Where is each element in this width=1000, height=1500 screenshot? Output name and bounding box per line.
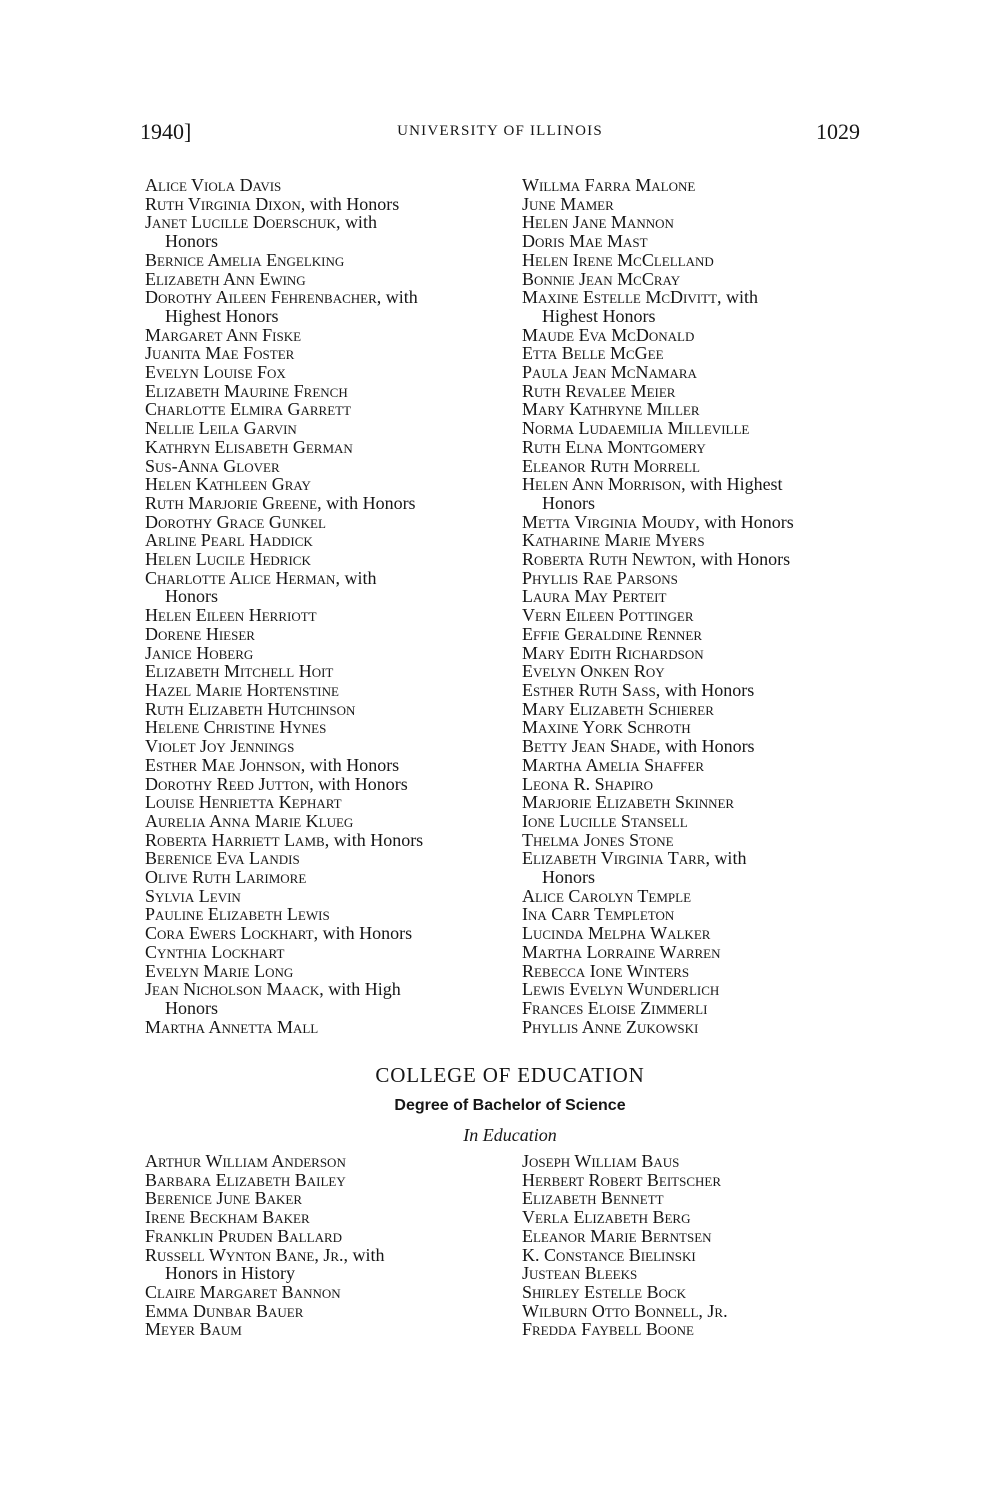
graduate-entry bbox=[522, 737, 882, 756]
graduate-name: Charlotte Elmira Garrett bbox=[145, 399, 352, 420]
graduate-name: Janet Lucille Doerschuk bbox=[145, 212, 336, 233]
honors-note: , with Honors bbox=[656, 736, 755, 757]
graduate-entry bbox=[522, 718, 882, 737]
graduate-entry bbox=[145, 718, 505, 737]
graduate-entry bbox=[522, 905, 882, 924]
graduate-name: Mary Edith Richardson bbox=[522, 642, 704, 663]
graduate-entry bbox=[522, 962, 882, 981]
graduate-name: Phyllis Rae Parsons bbox=[522, 567, 678, 588]
education-list-right bbox=[522, 1152, 882, 1339]
graduate-name: Metta Virginia Moudy bbox=[522, 511, 696, 532]
honors-note: , with bbox=[335, 212, 377, 233]
graduate-name: Fredda Faybell Boone bbox=[522, 1319, 694, 1340]
graduate-name: Martha Amelia Shaffer bbox=[522, 754, 705, 775]
education-column-left bbox=[145, 1152, 505, 1339]
graduate-name: Eleanor Ruth Morrell bbox=[522, 455, 700, 476]
graduate-entry bbox=[522, 550, 882, 569]
graduate-entry bbox=[145, 326, 505, 345]
graduate-entry bbox=[145, 681, 505, 700]
graduate-name: Barbara Elizabeth Bailey bbox=[145, 1169, 346, 1190]
honors-note: , with Honors bbox=[313, 923, 413, 944]
graduate-entry bbox=[522, 232, 882, 251]
graduate-entry bbox=[145, 288, 505, 325]
honors-note: , with Honors bbox=[309, 773, 408, 794]
graduate-entry bbox=[522, 1152, 882, 1171]
graduate-name: Lewis Evelyn Wunderlich bbox=[522, 979, 720, 1000]
graduate-name: Marjorie Elizabeth Skinner bbox=[522, 792, 735, 813]
graduate-name: Cynthia Lockhart bbox=[145, 941, 285, 962]
graduate-entry bbox=[522, 625, 882, 644]
graduate-entry bbox=[145, 1283, 505, 1302]
graduate-name: Willma Farra Malone bbox=[522, 175, 696, 195]
graduate-name: Laura May Perteit bbox=[522, 586, 667, 607]
graduate-name: Vern Eileen Pottinger bbox=[522, 605, 694, 626]
education-list-left bbox=[145, 1152, 505, 1339]
honors-continuation: Honors bbox=[165, 231, 218, 252]
graduate-name: Meyer Baum bbox=[145, 1319, 242, 1340]
graduate-name: Dorene Hieser bbox=[145, 623, 255, 644]
graduate-entry bbox=[145, 438, 505, 457]
honors-continuation: Highest Honors bbox=[542, 305, 656, 326]
honors-note: , with Honors bbox=[655, 679, 755, 700]
honors-note: , with bbox=[343, 1244, 385, 1265]
graduate-entry bbox=[522, 812, 882, 831]
graduate-entry bbox=[522, 1171, 882, 1190]
graduate-name: Alice Carolyn Temple bbox=[522, 885, 692, 906]
graduate-name: Esther Ruth Sass bbox=[522, 679, 656, 700]
graduate-name: Margaret Ann Fiske bbox=[145, 324, 302, 345]
graduate-name: Herbert Robert Beitscher bbox=[522, 1169, 722, 1190]
graduate-entry bbox=[522, 251, 882, 270]
education-column-right bbox=[522, 1152, 882, 1339]
graduate-name: Berenice June Baker bbox=[145, 1188, 303, 1209]
graduate-name: Arline Pearl Haddick bbox=[145, 530, 313, 551]
graduate-entry bbox=[145, 1208, 505, 1227]
graduate-name: Lucinda Melpha Walker bbox=[522, 923, 711, 944]
graduate-name: Roberta Harriett Lamb bbox=[145, 829, 325, 850]
graduate-name: Frances Eloise Zimmerli bbox=[522, 997, 708, 1018]
graduate-entry bbox=[145, 924, 505, 943]
graduate-entry bbox=[522, 943, 882, 962]
graduate-entry bbox=[522, 1302, 882, 1321]
graduate-entry bbox=[145, 531, 505, 550]
graduate-name: Elizabeth Bennett bbox=[522, 1188, 664, 1209]
graduate-entry bbox=[145, 569, 505, 606]
graduate-name: Doris Mae Mast bbox=[522, 231, 648, 252]
graduate-entry bbox=[522, 831, 882, 850]
graduate-entry bbox=[522, 176, 882, 195]
graduate-name: Rebecca Ione Winters bbox=[522, 960, 690, 981]
graduate-name: Jean Nicholson Maack bbox=[145, 979, 320, 1000]
graduate-entry bbox=[522, 569, 882, 588]
graduate-name: Helene Christine Hynes bbox=[145, 717, 327, 738]
graduate-name: K. Constance Bielinski bbox=[522, 1244, 696, 1265]
graduate-name: Arthur William Anderson bbox=[145, 1151, 346, 1171]
graduates-column-right bbox=[522, 176, 882, 1036]
graduate-name: Helen Ann Morrison bbox=[522, 474, 682, 495]
graduate-name: Dorothy Aileen Fehrenbacher bbox=[145, 287, 377, 308]
graduate-name: Ruth Elizabeth Hutchinson bbox=[145, 698, 356, 719]
graduate-name: Joseph William Baus bbox=[522, 1151, 680, 1171]
graduate-name: Helen Kathleen Gray bbox=[145, 474, 311, 495]
graduate-entry bbox=[145, 1302, 505, 1321]
graduate-entry bbox=[522, 344, 882, 363]
graduate-list-right bbox=[522, 176, 882, 1036]
honors-note: , with High bbox=[319, 979, 401, 1000]
graduate-entry bbox=[145, 775, 505, 794]
graduate-entry bbox=[145, 887, 505, 906]
graduate-name: Helen Eileen Herriott bbox=[145, 605, 317, 626]
graduate-name: Claire Margaret Bannon bbox=[145, 1281, 341, 1302]
graduate-name: Maxine York Schroth bbox=[522, 717, 691, 738]
graduate-name: Helen Jane Mannon bbox=[522, 212, 674, 233]
graduate-entry bbox=[522, 924, 882, 943]
graduate-entry bbox=[145, 980, 505, 1017]
graduate-name: Bernice Amelia Engelking bbox=[145, 249, 345, 270]
graduate-entry bbox=[522, 662, 882, 681]
graduate-name: Louise Henrietta Kephart bbox=[145, 792, 342, 813]
graduate-entry bbox=[145, 737, 505, 756]
graduate-entry bbox=[522, 326, 882, 345]
honors-note: , with bbox=[705, 848, 747, 869]
graduate-name: Effie Geraldine Renner bbox=[522, 623, 703, 644]
graduate-entry bbox=[522, 419, 882, 438]
graduate-name: Sylvia Levin bbox=[145, 885, 241, 906]
graduate-entry bbox=[145, 176, 505, 195]
graduate-name: Martha Annetta Mall bbox=[145, 1016, 319, 1037]
graduate-name: Justean Bleeks bbox=[522, 1263, 638, 1284]
graduate-entry bbox=[522, 1227, 882, 1246]
page-number: 1029 bbox=[816, 119, 860, 144]
graduate-entry bbox=[522, 1283, 882, 1302]
header-title: UNIVERSITY OF ILLINOIS bbox=[397, 123, 603, 139]
graduate-entry bbox=[145, 1171, 505, 1190]
graduate-name: Katharine Marie Myers bbox=[522, 530, 705, 551]
graduate-name: Nellie Leila Garvin bbox=[145, 418, 297, 439]
graduate-entry bbox=[145, 756, 505, 775]
honors-note: , with Honors bbox=[695, 511, 794, 532]
graduate-entry bbox=[145, 457, 505, 476]
graduate-entry bbox=[145, 344, 505, 363]
graduate-entry bbox=[145, 812, 505, 831]
graduate-name: Olive Ruth Larimore bbox=[145, 867, 307, 888]
graduate-name: Esther Mae Johnson bbox=[145, 754, 301, 775]
graduate-entry bbox=[145, 606, 505, 625]
graduate-name: Betty Jean Shade bbox=[522, 736, 657, 757]
graduate-entry bbox=[145, 475, 505, 494]
graduate-name: Ruth Elna Montgomery bbox=[522, 436, 706, 457]
graduate-entry bbox=[145, 868, 505, 887]
honors-continuation: Honors bbox=[165, 997, 218, 1018]
graduate-name: Maxine Estelle McDivitt bbox=[522, 287, 717, 308]
graduate-entry bbox=[522, 213, 882, 232]
graduate-entry bbox=[145, 1152, 505, 1171]
graduate-entry bbox=[145, 662, 505, 681]
graduate-name: Emma Dunbar Bauer bbox=[145, 1300, 304, 1321]
honors-note: , with bbox=[376, 287, 418, 308]
graduate-name: Dorothy Grace Gunkel bbox=[145, 511, 326, 532]
graduate-name: Norma Ludaemilia Milleville bbox=[522, 418, 750, 439]
graduate-entry bbox=[522, 587, 882, 606]
graduate-name: Berenice Eva Landis bbox=[145, 848, 300, 869]
running-header bbox=[140, 119, 860, 145]
graduate-name: Wilburn Otto Bonnell, Jr. bbox=[522, 1300, 728, 1321]
graduate-entry bbox=[145, 1018, 505, 1037]
graduate-entry bbox=[522, 775, 882, 794]
graduate-name: Alice Viola Davis bbox=[145, 175, 282, 195]
honors-continuation: Honors in History bbox=[165, 1263, 295, 1284]
graduate-entry bbox=[522, 793, 882, 812]
graduate-name: Elizabeth Virginia Tarr bbox=[522, 848, 706, 869]
graduate-name: Phyllis Anne Zukowski bbox=[522, 1016, 699, 1037]
graduate-entry bbox=[522, 1246, 882, 1265]
graduate-entry bbox=[522, 1208, 882, 1227]
honors-note: , with bbox=[716, 287, 758, 308]
honors-note: , with Honors bbox=[300, 754, 400, 775]
graduate-name: Mary Kathryne Miller bbox=[522, 399, 700, 420]
graduate-name: Helen Lucile Hedrick bbox=[145, 549, 311, 570]
graduate-entry bbox=[145, 400, 505, 419]
graduate-name: Eleanor Marie Berntsen bbox=[522, 1225, 712, 1246]
honors-note: , with Honors bbox=[324, 829, 424, 850]
graduate-entry bbox=[145, 793, 505, 812]
graduate-entry bbox=[522, 382, 882, 401]
graduate-entry bbox=[145, 419, 505, 438]
honors-continuation: Honors bbox=[542, 867, 595, 888]
graduate-entry bbox=[145, 213, 505, 250]
graduate-entry bbox=[522, 1018, 882, 1037]
graduate-name: Roberta Ruth Newton bbox=[522, 549, 692, 570]
graduate-entry bbox=[145, 943, 505, 962]
graduate-name: Juanita Mae Foster bbox=[145, 343, 295, 364]
graduate-entry bbox=[145, 625, 505, 644]
graduate-name: Evelyn Louise Fox bbox=[145, 362, 286, 383]
graduate-entry bbox=[522, 513, 882, 532]
graduate-entry bbox=[522, 270, 882, 289]
graduate-name: Russell Wynton Bane, Jr. bbox=[145, 1244, 344, 1265]
graduate-entry bbox=[145, 550, 505, 569]
graduate-entry bbox=[522, 1320, 882, 1339]
graduate-entry bbox=[522, 400, 882, 419]
graduate-entry bbox=[145, 195, 505, 214]
graduate-entry bbox=[145, 1227, 505, 1246]
graduate-name: Irene Beckham Baker bbox=[145, 1207, 310, 1228]
graduate-entry bbox=[145, 494, 505, 513]
graduate-name: Evelyn Marie Long bbox=[145, 960, 294, 981]
graduate-entry bbox=[522, 1189, 882, 1208]
graduate-entry bbox=[145, 1246, 505, 1283]
graduate-entry bbox=[145, 363, 505, 382]
honors-continuation: Honors bbox=[165, 586, 218, 607]
graduate-name: Paula Jean McNamara bbox=[522, 362, 697, 383]
graduate-entry bbox=[522, 681, 882, 700]
graduate-entry bbox=[522, 288, 882, 325]
header-year: 1940] bbox=[140, 119, 192, 144]
graduate-entry bbox=[145, 831, 505, 850]
graduate-name: Ruth Marjorie Greene bbox=[145, 492, 318, 513]
graduate-entry bbox=[145, 270, 505, 289]
graduate-name: Ina Carr Templeton bbox=[522, 904, 675, 925]
honors-continuation: Highest Honors bbox=[165, 305, 279, 326]
graduate-name: Shirley Estelle Bock bbox=[522, 1281, 687, 1302]
graduate-name: Leona R. Shapiro bbox=[522, 773, 654, 794]
graduate-entry bbox=[145, 962, 505, 981]
graduate-name: Evelyn Onken Roy bbox=[522, 661, 665, 682]
graduate-name: Pauline Elizabeth Lewis bbox=[145, 904, 330, 925]
graduate-name: Bonnie Jean McCray bbox=[522, 268, 681, 289]
graduate-entry bbox=[522, 475, 882, 512]
graduate-name: Martha Lorraine Warren bbox=[522, 941, 721, 962]
graduate-name: Ione Lucille Stansell bbox=[522, 810, 688, 831]
graduate-name: Ruth Revalee Meier bbox=[522, 380, 676, 401]
honors-note: , with Honors bbox=[691, 549, 791, 570]
graduate-name: Sus-Anna Glover bbox=[145, 455, 280, 476]
graduate-name: Cora Ewers Lockhart bbox=[145, 923, 314, 944]
graduate-name: June Mamer bbox=[522, 193, 614, 214]
honors-note: , with Honors bbox=[300, 193, 400, 214]
honors-continuation: Honors bbox=[542, 492, 595, 513]
graduate-name: Kathryn Elisabeth German bbox=[145, 436, 353, 457]
graduate-name: Dorothy Reed Jutton bbox=[145, 773, 310, 794]
graduate-entry bbox=[522, 1264, 882, 1283]
graduate-entry bbox=[522, 195, 882, 214]
graduate-entry bbox=[522, 363, 882, 382]
honors-note: , with bbox=[335, 567, 377, 588]
graduate-entry bbox=[522, 606, 882, 625]
graduate-name: Aurelia Anna Marie Klueg bbox=[145, 810, 354, 831]
graduate-entry bbox=[522, 700, 882, 719]
graduate-name: Elizabeth Maurine French bbox=[145, 380, 348, 401]
graduate-name: Verla Elizabeth Berg bbox=[522, 1207, 691, 1228]
graduate-entry bbox=[522, 849, 882, 886]
graduate-entry bbox=[522, 457, 882, 476]
graduate-entry bbox=[522, 887, 882, 906]
degree-subheading: In Education bbox=[463, 1125, 557, 1145]
graduate-entry bbox=[145, 1189, 505, 1208]
graduate-entry bbox=[145, 905, 505, 924]
graduate-name: Ruth Virginia Dixon bbox=[145, 193, 301, 214]
graduate-name: Mary Elizabeth Schierer bbox=[522, 698, 714, 719]
graduate-name: Thelma Jones Stone bbox=[522, 829, 674, 850]
graduate-entry bbox=[522, 531, 882, 550]
graduate-entry bbox=[522, 644, 882, 663]
graduate-name: Maude Eva McDonald bbox=[522, 324, 695, 345]
graduates-column-left bbox=[145, 176, 505, 1036]
graduate-entry bbox=[522, 999, 882, 1018]
graduate-entry bbox=[522, 438, 882, 457]
graduate-name: Elizabeth Mitchell Hoit bbox=[145, 661, 334, 682]
honors-note: , with Honors bbox=[317, 492, 416, 513]
graduate-entry bbox=[145, 700, 505, 719]
graduate-entry bbox=[145, 513, 505, 532]
degree-heading: Degree of Bachelor of Science bbox=[394, 1097, 626, 1114]
graduate-name: Janice Hoberg bbox=[145, 642, 254, 663]
graduate-entry bbox=[145, 849, 505, 868]
graduate-list-left bbox=[145, 176, 505, 1036]
graduate-entry bbox=[522, 756, 882, 775]
graduate-entry bbox=[522, 980, 882, 999]
graduate-entry bbox=[145, 644, 505, 663]
graduate-entry bbox=[145, 382, 505, 401]
graduate-entry bbox=[145, 1320, 505, 1339]
graduate-name: Franklin Pruden Ballard bbox=[145, 1225, 343, 1246]
graduate-name: Hazel Marie Hortenstine bbox=[145, 679, 339, 700]
college-heading: COLLEGE OF EDUCATION bbox=[375, 1063, 645, 1087]
graduate-name: Violet Joy Jennings bbox=[145, 736, 295, 757]
graduate-name: Elizabeth Ann Ewing bbox=[145, 268, 306, 289]
graduate-name: Charlotte Alice Herman bbox=[145, 567, 336, 588]
graduate-name: Helen Irene McClelland bbox=[522, 249, 714, 270]
graduate-name: Etta Belle McGee bbox=[522, 343, 664, 364]
graduate-entry bbox=[145, 251, 505, 270]
honors-note: , with Highest bbox=[681, 474, 783, 495]
